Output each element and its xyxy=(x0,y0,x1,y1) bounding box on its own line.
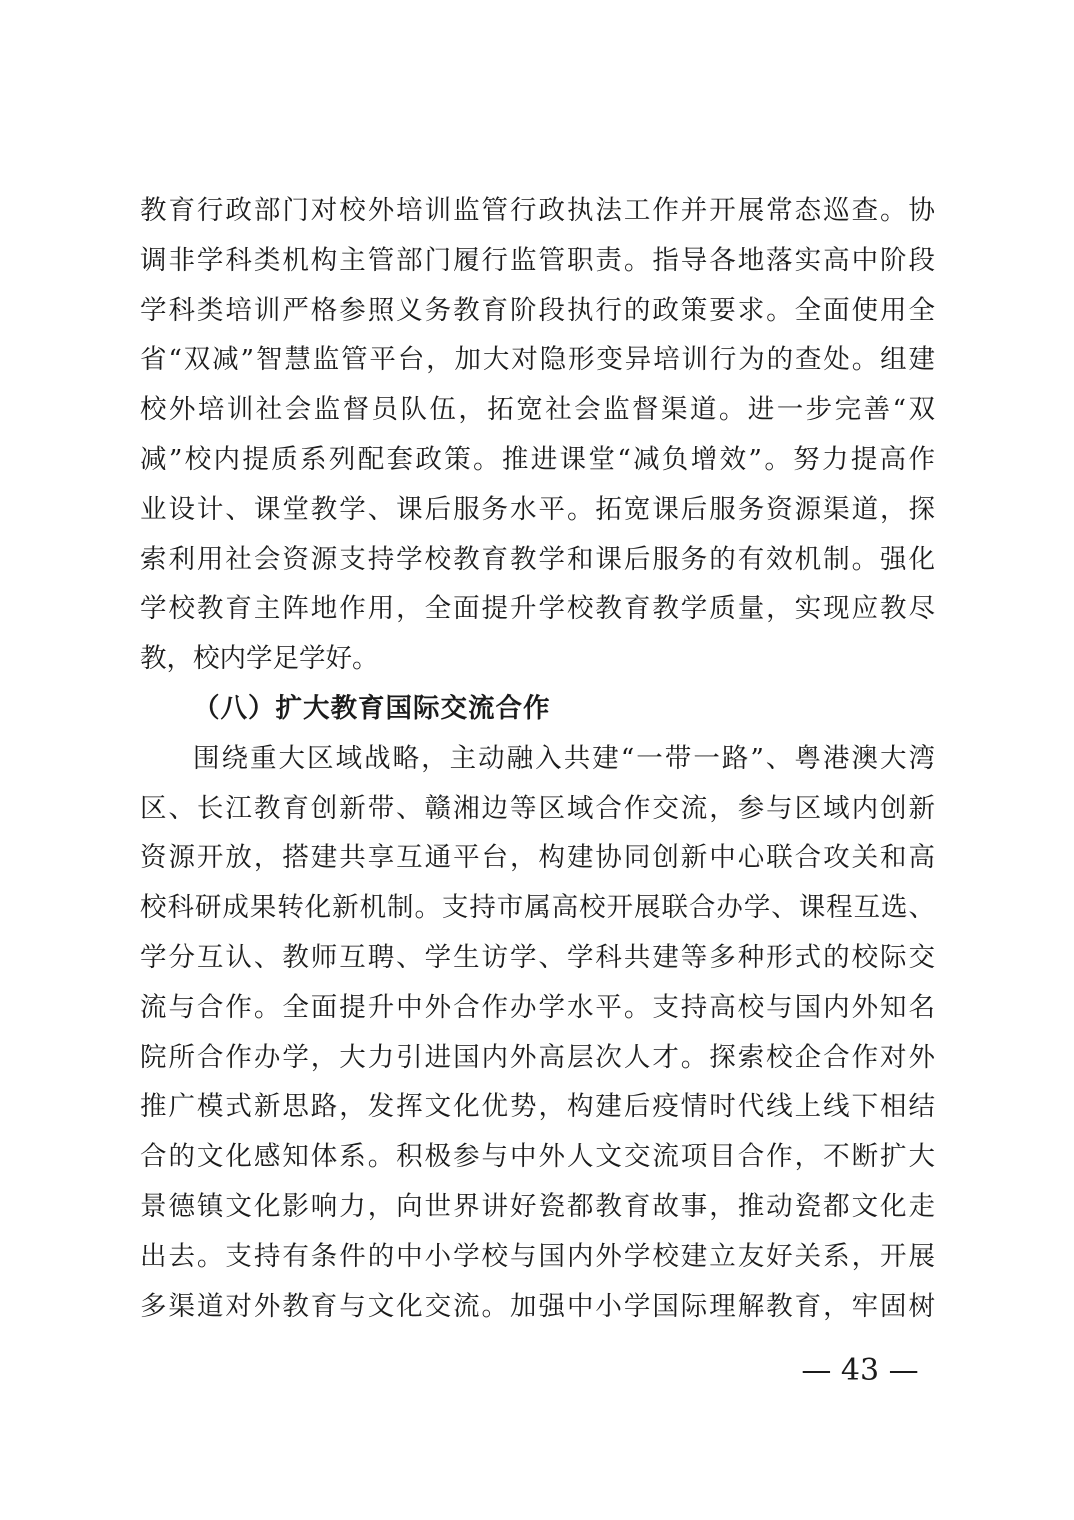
text-line: 景德镇文化影响力，向世界讲好瓷都教育故事，推动瓷都文化走 xyxy=(140,1190,935,1222)
text-line: 围绕重大区域战略，主动融入共建“一带一路”、粤港澳大湾 xyxy=(193,742,935,774)
text-line: 教育行政部门对校外培训监管行政执法工作并开展常态巡查。协 xyxy=(140,195,935,226)
text-line: 推广模式新思路，发挥文化优势，构建后疫情时代线上线下相结 xyxy=(140,1091,935,1123)
text-line: 校外培训社会监督员队伍，拓宽社会监督渠道。进一步完善“双 xyxy=(140,394,935,426)
text-line: 省“双减”智慧监管平台，加大对隐形变异培训行为的查处。组建 xyxy=(140,344,935,376)
text-line: 校科研成果转化新机制。支持市属高校开展联合办学、课程互选、 xyxy=(140,892,935,924)
document-body xyxy=(140,186,935,1331)
text-line: 出去。支持有条件的中小学校与国内外学校建立友好关系，开展 xyxy=(140,1240,935,1272)
text-line: 流与合作。全面提升中外合作办学水平。支持高校与国内外知名 xyxy=(140,991,935,1023)
text-line: 多渠道对外教育与文化交流。加强中小学国际理解教育，牢固树 xyxy=(140,1290,935,1322)
text-line: 学校教育主阵地作用，全面提升学校教育教学质量，实现应教尽 xyxy=(140,593,935,625)
text-line: 教，校内学足学好。 xyxy=(140,643,379,675)
text-line: 业设计、课堂教学、课后服务水平。拓宽课后服务资源渠道，探 xyxy=(140,493,935,525)
section-heading: （八）扩大教育国际交流合作 xyxy=(193,692,551,724)
text-line: 学分互认、教师互聘、学生访学、学科共建等多种形式的校际交 xyxy=(140,941,935,973)
text-line: 院所合作办学，大力引进国内外高层次人才。探索校企合作对外 xyxy=(140,1041,935,1073)
text-line: 学科类培训严格参照义务教育阶段执行的政策要求。全面使用全 xyxy=(140,294,935,326)
text-line: 索利用社会资源支持学校教育教学和课后服务的有效机制。强化 xyxy=(140,543,935,575)
text-line: 减”校内提质系列配套政策。推进课堂“减负增效”。努力提高作 xyxy=(140,443,935,475)
text-line: 合的文化感知体系。积极参与中外人文交流项目合作，不断扩大 xyxy=(140,1141,935,1173)
text-line: 区、长江教育创新带、赣湘边等区域合作交流，参与区域内创新 xyxy=(140,792,935,824)
page-number: — 43 — xyxy=(801,1353,919,1388)
text-line: 资源开放，搭建共享互通平台，构建协同创新中心联合攻关和高 xyxy=(140,842,935,874)
text-line: 调非学科类机构主管部门履行监管职责。指导各地落实高中阶段 xyxy=(140,244,935,276)
